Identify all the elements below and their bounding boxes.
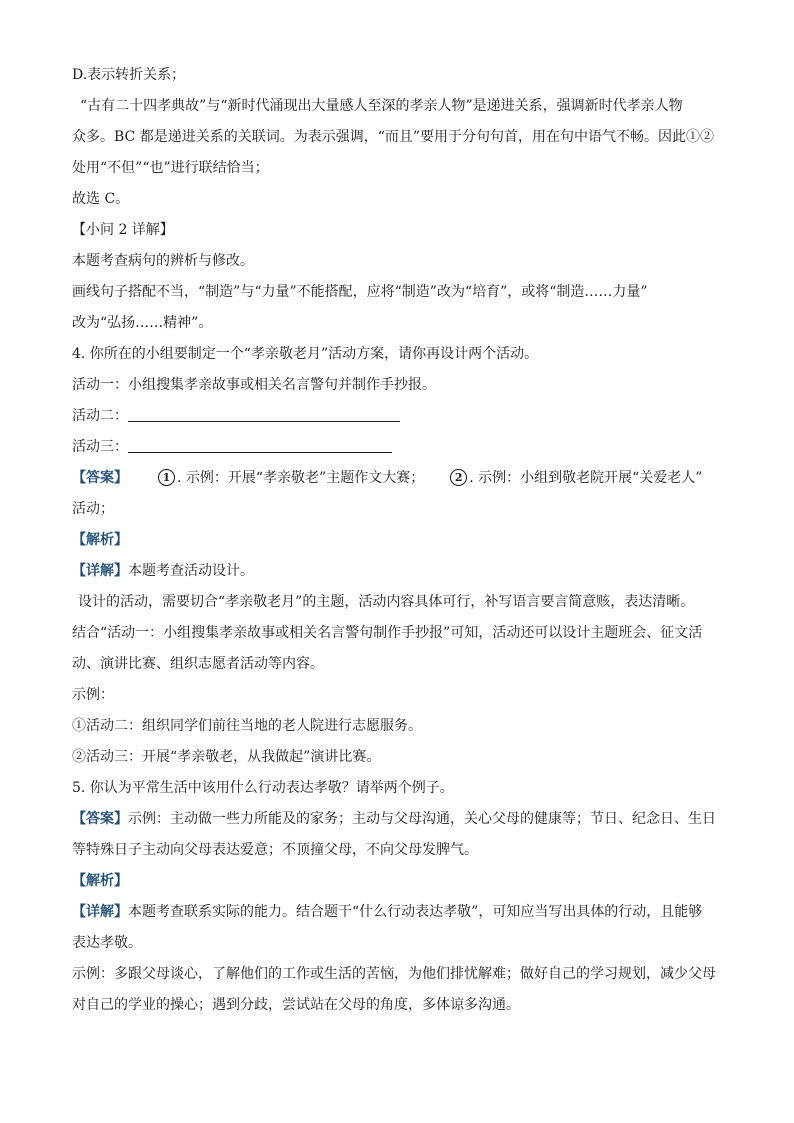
answer-part-2: . 示例：小组到敬老院开展“关爱老人” bbox=[469, 470, 703, 486]
activity-three-label: 活动三： bbox=[72, 439, 128, 455]
example-item-2: ②活动三：开展“孝亲敬老，从我做起”演讲比赛。 bbox=[72, 749, 381, 765]
paragraph-line: 示例：多跟父母谈心，了解他们的工作或生活的苦恼，为他们排忧解难；做好自己的学习规划，减少父母 bbox=[72, 966, 716, 982]
answer-tag: 【答案】 bbox=[72, 811, 128, 827]
paragraph-line: 本题考查病句的辨析与修改。 bbox=[72, 253, 254, 269]
paragraph-line: 改为“弘扬……精神”。 bbox=[72, 315, 213, 331]
circled-number-2: 2 bbox=[450, 469, 467, 486]
question-5: 5. 你认为平常生活中该用什么行动表达孝敬？请举两个例子。 bbox=[72, 780, 454, 796]
paragraph-line: 设计的活动，需要切合“孝亲敬老月”的主题，活动内容具体可行，补写语言要言简意赅，表达清晰。 bbox=[78, 594, 695, 610]
paragraph-line: 等特殊日子主动向父母表达爱意；不顶撞父母，不向父母发脾气。 bbox=[72, 842, 478, 858]
example-item-1: ①活动二：组织同学们前往当地的老人院进行志愿服务。 bbox=[72, 718, 422, 734]
activity-two bbox=[72, 401, 732, 432]
document-page bbox=[72, 60, 732, 1021]
detail-line bbox=[72, 897, 732, 928]
paragraph-line: 活动； bbox=[72, 501, 114, 517]
answer-part-1: . 示例：开展“孝亲敬老”主题作文大赛； bbox=[177, 470, 425, 486]
example-label: 示例： bbox=[72, 687, 114, 703]
answer-tag: 【答案】 bbox=[72, 470, 128, 486]
detail-tag: 【详解】 bbox=[72, 563, 128, 579]
paragraph-line: 对自己的学业的操心；遇到分歧，尝试站在父母的角度，多体谅多沟通。 bbox=[72, 997, 520, 1013]
circled-number-1: 1 bbox=[158, 469, 175, 486]
answer-line bbox=[72, 463, 732, 494]
answer-line bbox=[72, 804, 732, 835]
activity-three bbox=[72, 432, 732, 463]
analysis-tag: 【解析】 bbox=[72, 873, 128, 889]
paragraph-line: 结合“活动一：小组搜集孝亲故事或相关名言警句制作手抄报”可知，活动还可以设计主题班会、征文活 bbox=[72, 625, 703, 641]
option-d-text: D.表示转折关系； bbox=[72, 67, 186, 83]
analysis-tag: 【解析】 bbox=[72, 532, 128, 548]
question-4: 4. 你所在的小组要制定一个“孝亲敬老月”活动方案，请你再设计两个活动。 bbox=[72, 346, 539, 362]
paragraph-line: 众多。BC 都是递进关系的关联词。为表示强调，“而且”要用于分句句首，用在句中语气不畅。因此①② bbox=[72, 129, 715, 145]
detail-text: 本题考查活动设计。 bbox=[128, 563, 254, 579]
answer-blank bbox=[128, 434, 392, 453]
paragraph-line: 处用“不但”“也”进行联结恰当； bbox=[72, 160, 269, 176]
answer-blank bbox=[128, 403, 400, 422]
activity-two-label: 活动二： bbox=[72, 408, 128, 424]
paragraph-line: 表达孝敬。 bbox=[72, 935, 142, 951]
paragraph-line: 画线句子搭配不当，“制造”与“力量”不能搭配，应将“制造”改为“培育”，或将“制造……力量” bbox=[72, 284, 648, 300]
answer-text: 示例：主动做一些力所能及的家务；主动与父母沟通，关心父母的健康等；节日、纪念日、生日 bbox=[128, 811, 716, 827]
detail-tag: 【详解】 bbox=[72, 904, 128, 920]
detail-text: 本题考查联系实际的能力。结合题干“什么行动表达孝敬”，可知应当写出具体的行动，且能够 bbox=[128, 904, 703, 920]
activity-one: 活动一：小组搜集孝亲故事或相关名言警句并制作手抄报。 bbox=[72, 377, 436, 393]
detail-line bbox=[72, 556, 732, 587]
section-heading: 【小问 2 详解】 bbox=[72, 222, 174, 238]
answer-choice: 故选 C。 bbox=[72, 191, 130, 207]
paragraph-line: 动、演讲比赛、组织志愿者活动等内容。 bbox=[72, 656, 324, 672]
paragraph-line: “古有二十四孝典故”与“新时代涌现出大量感人至深的孝亲人物”是递进关系，强调新时代孝亲人物 bbox=[80, 98, 683, 114]
